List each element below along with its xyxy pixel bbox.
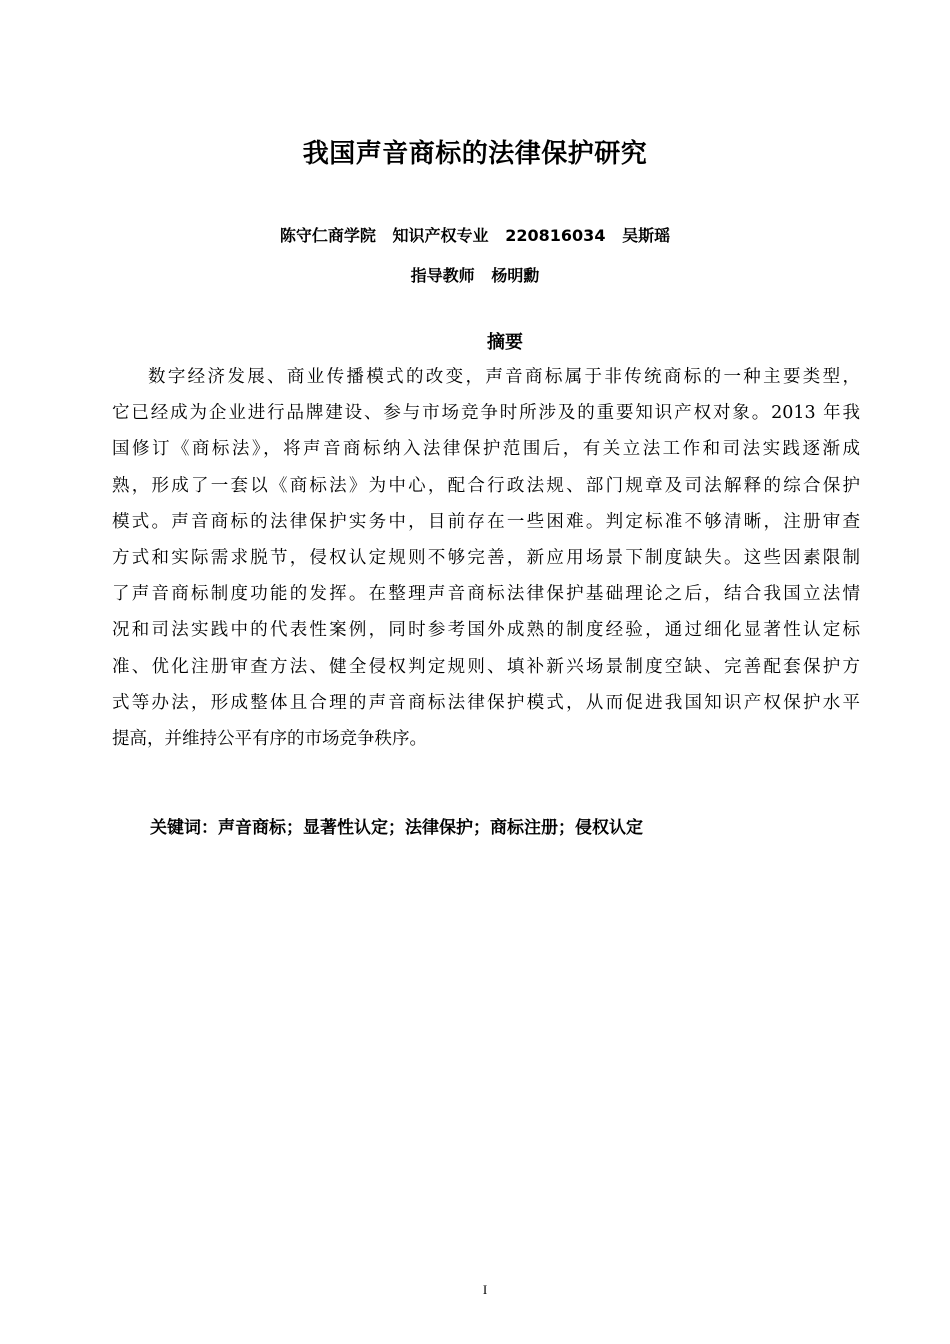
keywords-line: 关键词：声音商标；显著性认定；法律保护；商标注册；侵权认定 [150,818,643,838]
abstract-heading: 摘要 [487,332,523,353]
abstract-line: 提高，并维持公平有序的市场竞争秩序。 [112,728,427,749]
abstract-line: 熟，形成了一套以《商标法》为中心，配合行政法规、部门规章及司法解释的综合保护 [112,475,860,496]
abstract-line: 国修订《商标法》，将声音商标纳入法律保护范围后，有关立法工作和司法实践逐渐成 [112,439,860,460]
paper-title: 我国声音商标的法律保护研究 [302,139,648,169]
advisor-info: 指导教师 杨明勳 [410,266,540,285]
abstract-line: 了声音商标制度功能的发挥。在整理声音商标法律保护基础理论之后，结合我国立法情 [112,584,860,605]
abstract-line: 况和司法实践中的代表性案例，同时参考国外成熟的制度经验，通过细化显著性认定标 [112,620,860,641]
page-number: I [482,1282,488,1297]
abstract-line: 它已经成为企业进行品牌建设、参与市场竞争时所涉及的重要知识产权对象。2013 年我 [112,403,860,424]
abstract-line: 准、优化注册审查方法、健全侵权判定规则、填补新兴场景制度空缺、完善配套保护方 [112,656,860,677]
abstract-line: 式等办法，形成整体且合理的声音商标法律保护模式，从而促进我国知识产权保护水平 [112,692,860,713]
abstract-line: 数字经济发展、商业传播模式的改变，声音商标属于非传统商标的一种主要类型， [148,367,860,387]
abstract-line: 模式。声音商标的法律保护实务中，目前存在一些困难。判定标准不够清晰，注册审查 [112,511,860,532]
abstract-line: 方式和实际需求脱节，侵权认定规则不够完善，新应用场景下制度缺失。这些因素限制 [112,547,860,568]
abstract-body [112,359,860,757]
author-info: 陈守仁商学院 知识产权专业 220816034 吴斯瑶 [279,226,671,245]
